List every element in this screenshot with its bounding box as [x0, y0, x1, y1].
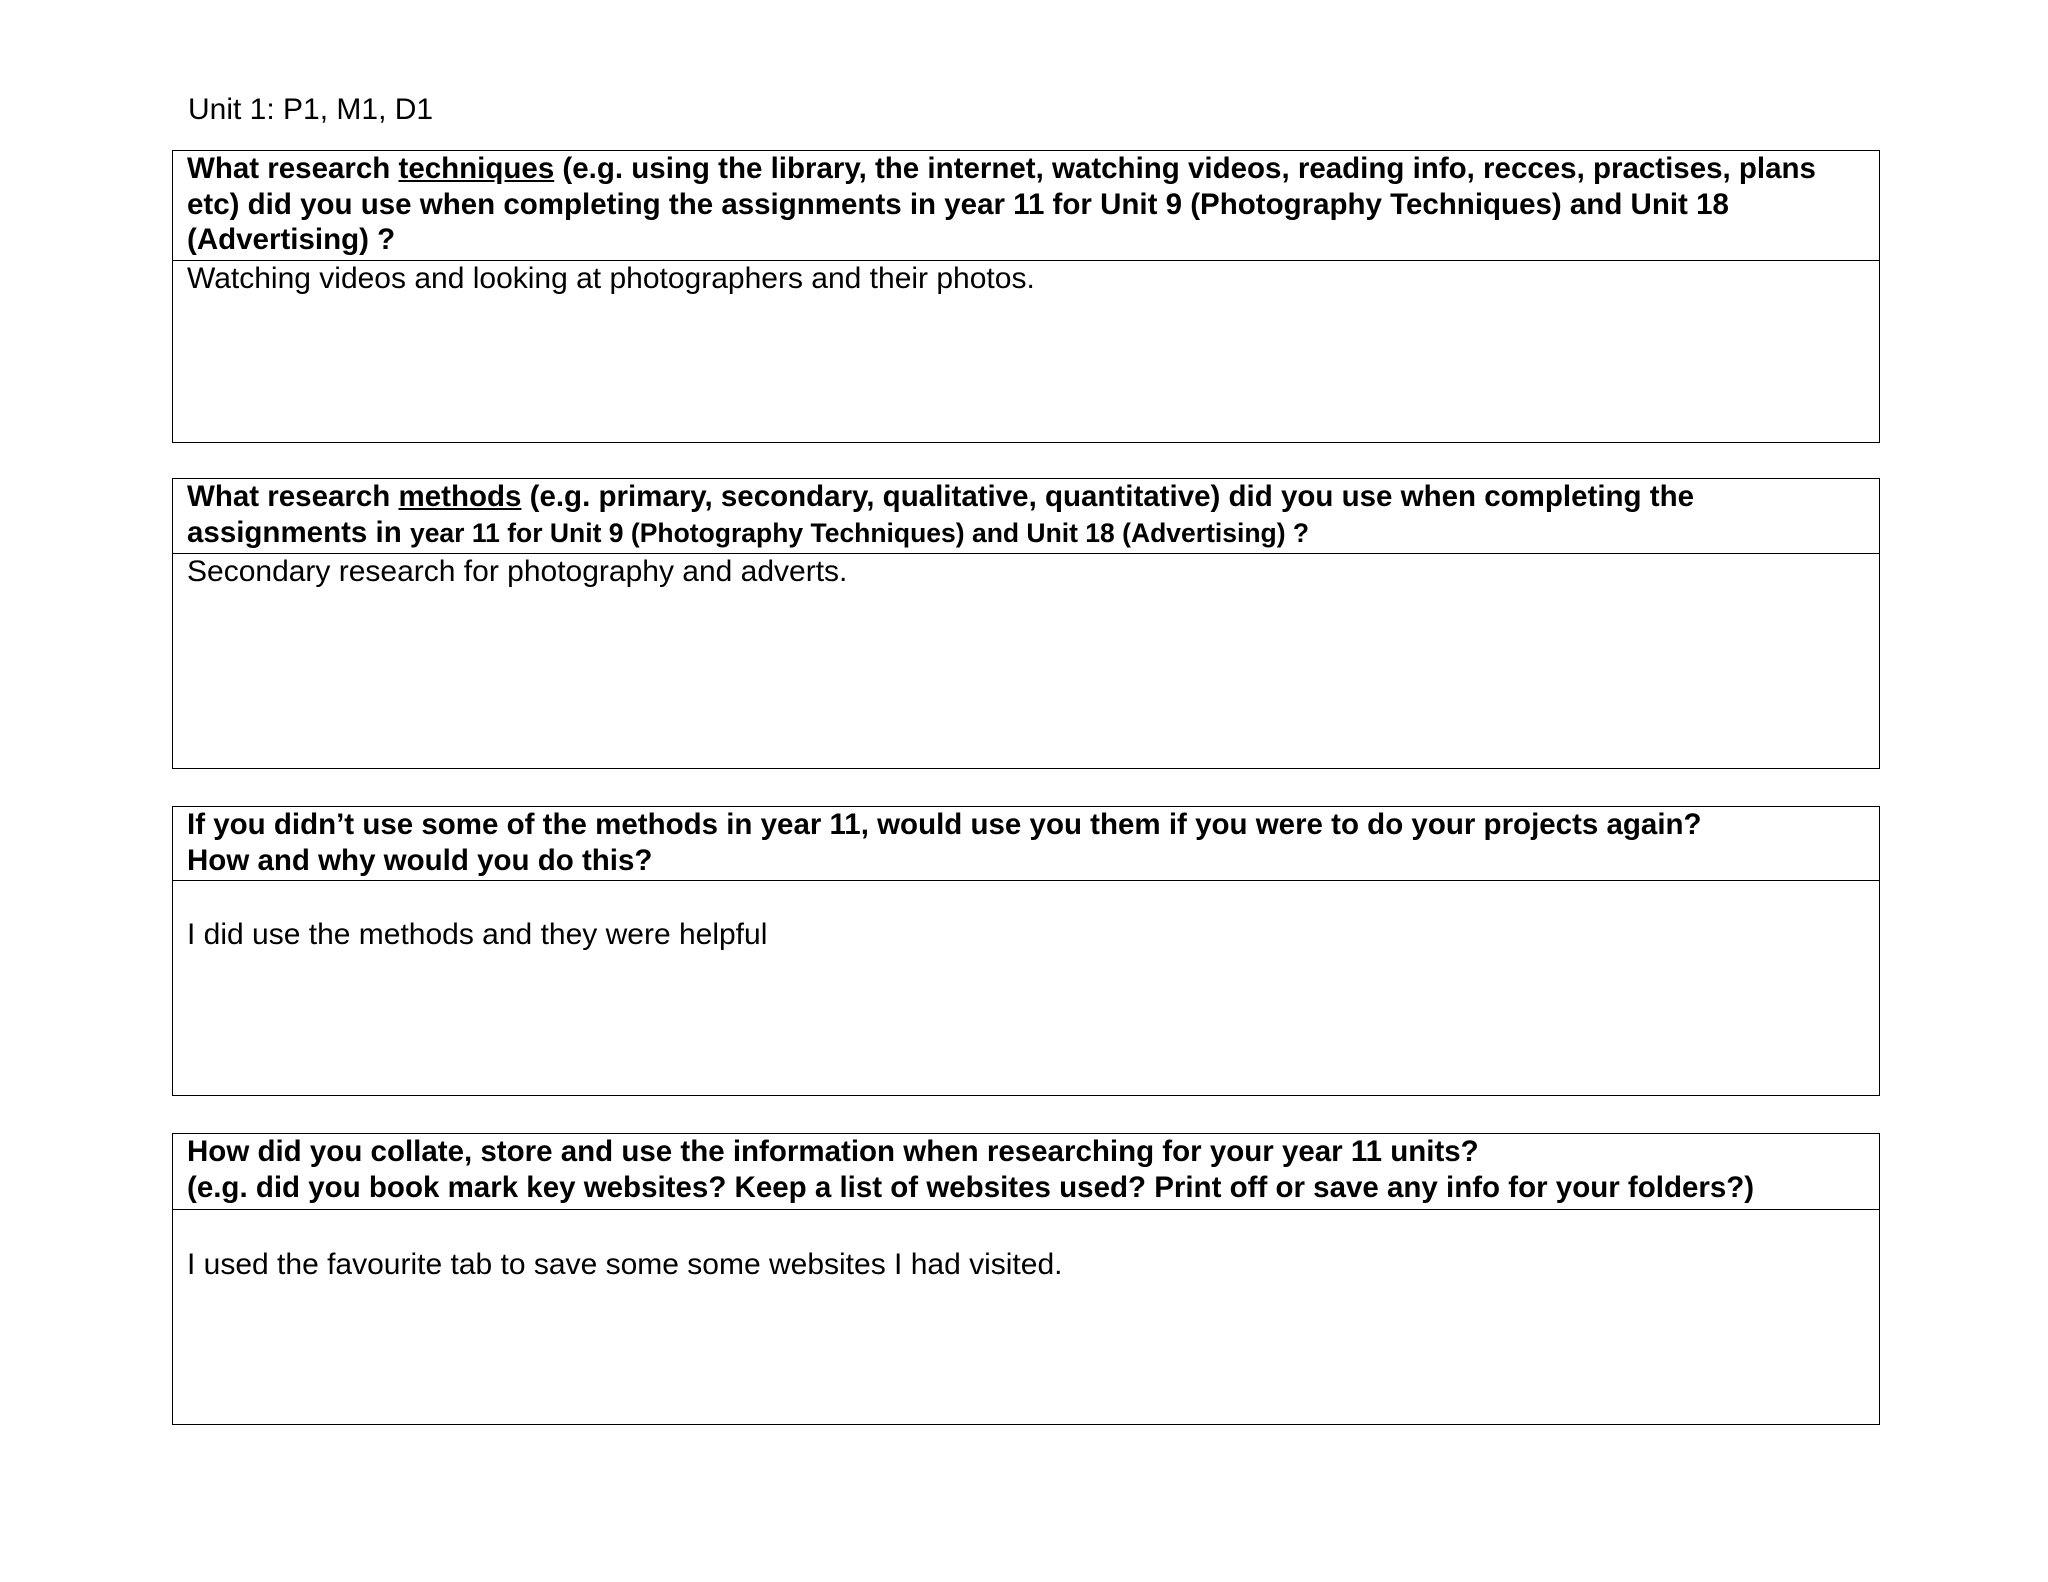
question-heading: [173, 807, 1879, 881]
question-text-end: year 11 for Unit 9 (Photography Techniques) and Unit 18 (Advertising) ?: [409, 517, 1310, 548]
question-keyword: methods: [398, 480, 522, 513]
answer-field[interactable]: Watching videos and looking at photographers and their photos.: [187, 262, 1035, 295]
question-box-unused-methods: [172, 806, 1880, 1096]
question-line-1: If you didn’t use some of the methods in year 11, would use you them if you were to do your projects again?: [187, 808, 1702, 841]
question-text-start: What research: [187, 480, 399, 513]
question-line-1: How did you collate, store and use the information when researching for your year 11 units?: [187, 1135, 1479, 1168]
question-box-research-techniques: [172, 150, 1880, 443]
answer-field[interactable]: I did use the methods and they were helpful: [187, 918, 768, 951]
question-text-middle: (e.g. primary, secondary, qualitative, quantitative) did you use when completing the assignments in: [187, 480, 1695, 549]
question-box-collate-information: [172, 1133, 1880, 1425]
question-heading: [173, 1134, 1879, 1210]
page-title: Unit 1: P1, M1, D1: [188, 93, 434, 126]
answer-field[interactable]: I used the favourite tab to save some some websites I had visited.: [187, 1248, 1063, 1281]
question-heading: [173, 151, 1879, 261]
question-line-2: (e.g. did you book mark key websites? Keep a list of websites used? Print off or save any info for your folders?): [187, 1170, 1755, 1204]
answer-field[interactable]: Secondary research for photography and adverts.: [187, 555, 848, 588]
question-text-end: (e.g. using the library, the internet, watching videos, reading info, recces, practises, plans etc) did you use when completing the assignments in year 11 for Unit 9 (Photography Techniques) and Unit 18 (Advertising) ?: [187, 152, 1816, 256]
question-line-2: How and why would you do this?: [187, 843, 653, 877]
question-keyword: techniques: [398, 152, 555, 185]
question-box-research-methods: [172, 478, 1880, 769]
question-heading: [173, 479, 1879, 554]
question-text-start: What research: [187, 152, 399, 185]
